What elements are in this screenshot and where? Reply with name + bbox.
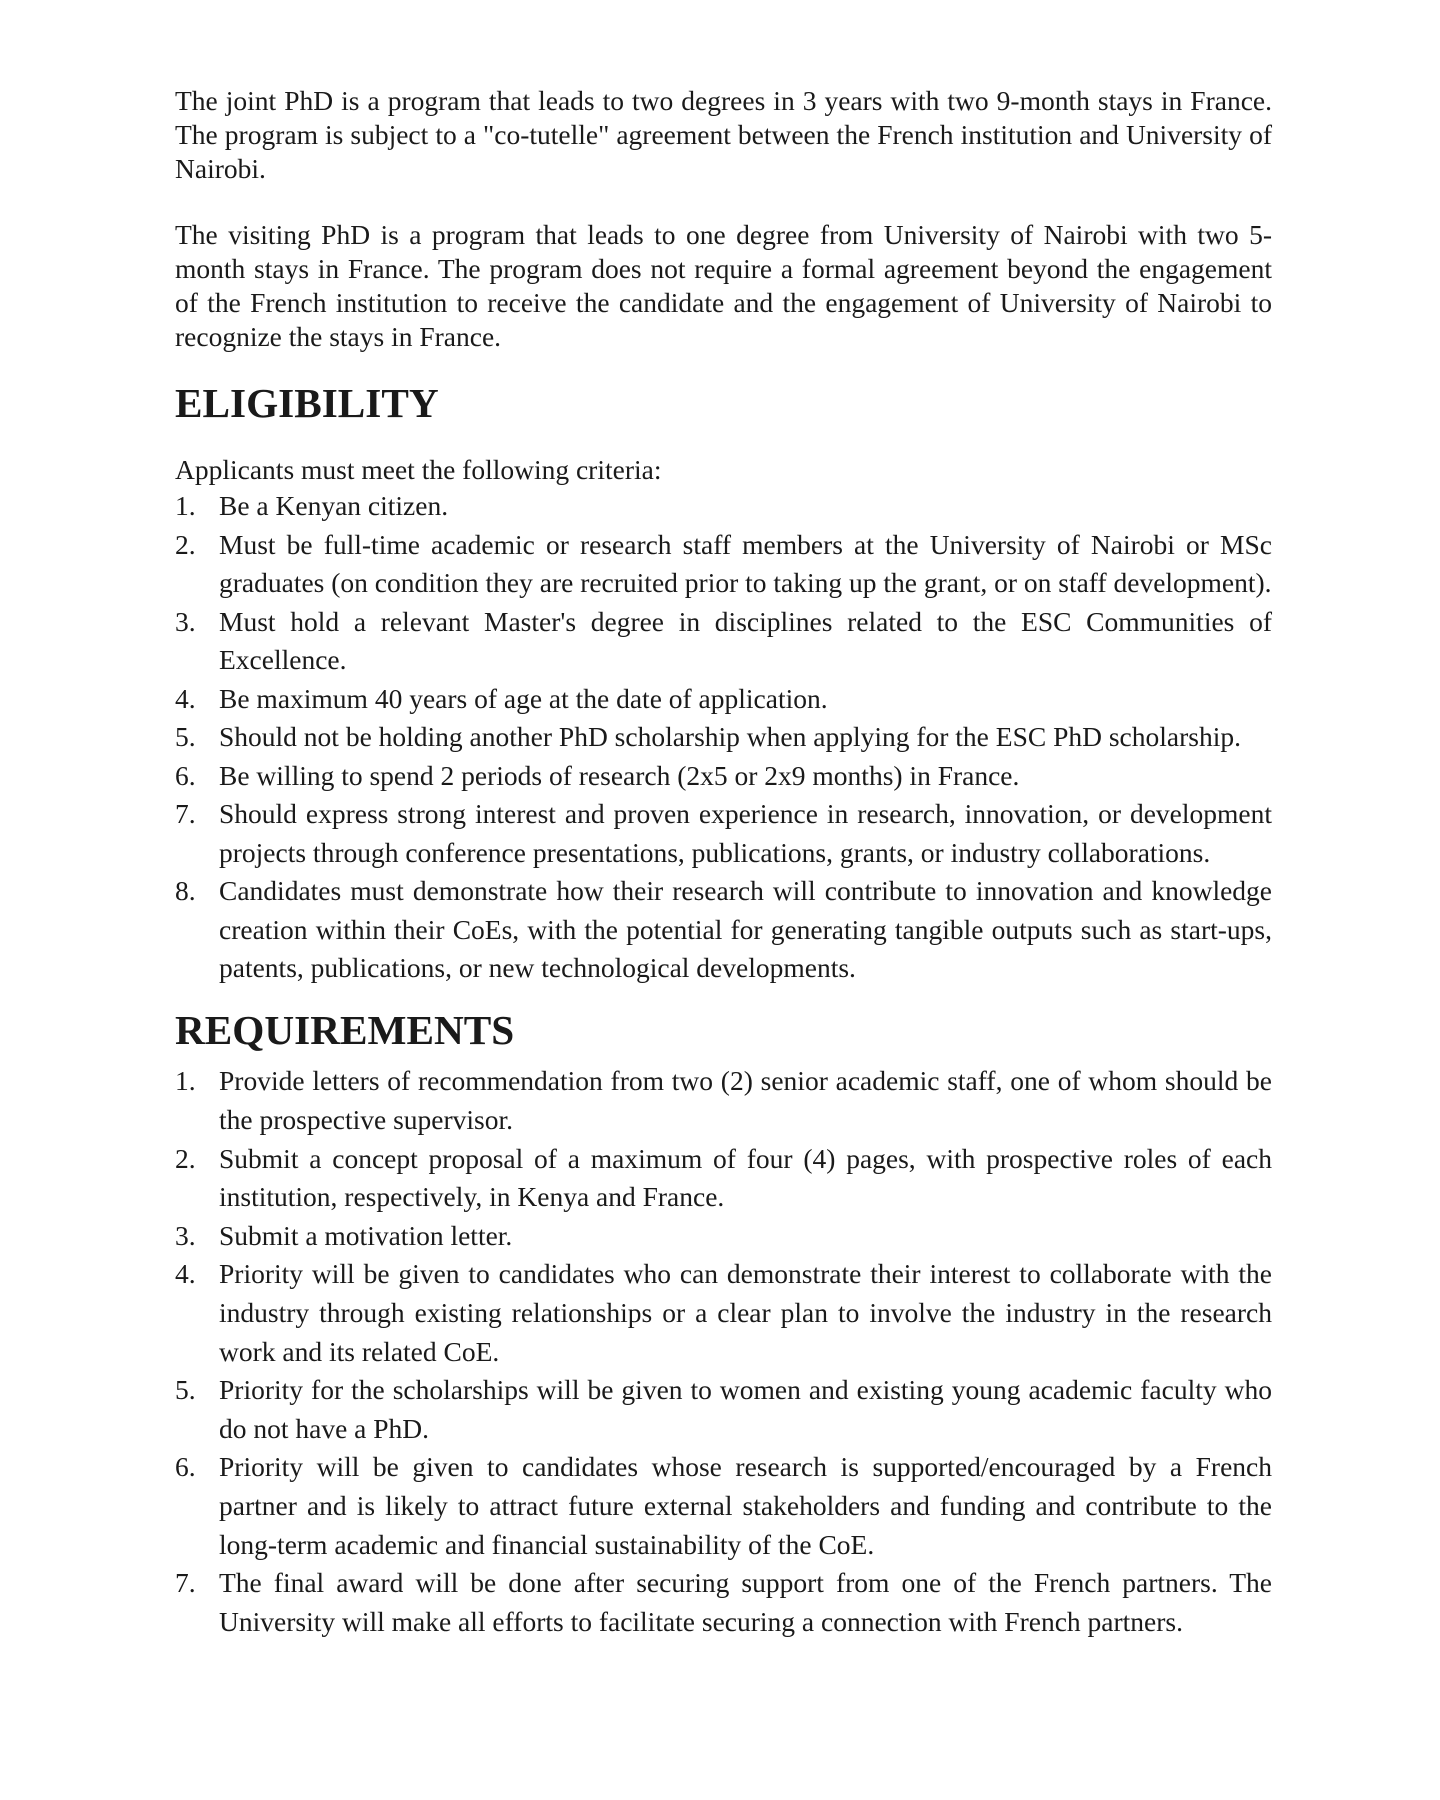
joint-phd-paragraph: The joint PhD is a program that leads to two degrees in 3 years with two 9-month stays in France. The program is subject to a "co-tutelle" agreement between the French institution and University of Nairobi.	[175, 85, 1272, 184]
item-text: Must hold a relevant Master's degree in disciplines related to the ESC Communities of Excellence.	[219, 605, 1272, 676]
item-number: 5.	[175, 1374, 196, 1406]
requirements-list	[175, 1062, 1272, 1641]
item-text: Should not be holding another PhD scholarship when applying for the ESC PhD scholarship.	[219, 721, 1241, 753]
requirement-item	[175, 1062, 1272, 1139]
item-text: Be maximum 40 years of age at the date of application.	[219, 682, 828, 714]
item-number: 6.	[175, 1451, 196, 1483]
item-number: 1.	[175, 1065, 196, 1097]
requirement-item	[175, 1371, 1272, 1448]
item-number: 2.	[175, 528, 196, 560]
item-number: 3.	[175, 1219, 196, 1251]
item-text: Should express strong interest and proven experience in research, innovation, or development projects through conference presentations, publications, grants, or industry collaborations.	[219, 798, 1272, 868]
item-text: Priority will be given to candidates whose research is supported/encouraged by a French partner and is likely to attract future external stakeholders and funding and contribute to the long-term academic and financial sustainability of the CoE.	[219, 1451, 1272, 1560]
eligibility-item	[175, 603, 1272, 680]
item-text: Be willing to spend 2 periods of research (2x5 or 2x9 months) in France.	[219, 759, 1020, 791]
requirement-item	[175, 1140, 1272, 1217]
item-number: 2.	[175, 1142, 196, 1174]
item-number: 3.	[175, 605, 196, 637]
item-number: 4.	[175, 682, 196, 714]
eligibility-item	[175, 526, 1272, 603]
item-text: Be a Kenyan citizen.	[219, 490, 449, 522]
item-text: The final award will be done after securing support from one of the French partners. The University will make all efforts to facilitate securing a connection with French partners.	[219, 1567, 1272, 1637]
item-number: 7.	[175, 1567, 196, 1599]
eligibility-heading: ELIGIBILITY	[175, 379, 439, 426]
requirement-item	[175, 1448, 1272, 1564]
eligibility-intro: Applicants must meet the following criteria:	[175, 454, 662, 486]
requirement-item	[175, 1255, 1272, 1371]
requirements-heading: REQUIREMENTS	[175, 1006, 515, 1053]
item-number: 7.	[175, 798, 196, 830]
eligibility-item	[175, 757, 1272, 796]
item-text: Priority for the scholarships will be given to women and existing young academic faculty who do not have a PhD.	[219, 1374, 1272, 1444]
eligibility-item	[175, 795, 1272, 872]
item-text: Submit a motivation letter.	[219, 1219, 513, 1251]
eligibility-item	[175, 680, 1272, 719]
item-text: Submit a concept proposal of a maximum of four (4) pages, with prospective roles of each institution, respectively, in Kenya and France.	[219, 1142, 1272, 1213]
requirement-item	[175, 1564, 1272, 1641]
requirement-item	[175, 1217, 1272, 1256]
item-text: Must be full-time academic or research staff members at the University of Nairobi or MSc graduates (on condition they are recruited prior to taking up the grant, or on staff development).	[219, 528, 1272, 599]
document-page	[175, 84, 1272, 1641]
item-number: 5.	[175, 721, 196, 753]
eligibility-list	[175, 487, 1272, 988]
eligibility-item	[175, 487, 1272, 526]
item-number: 4.	[175, 1258, 196, 1290]
item-text: Priority will be given to candidates who can demonstrate their interest to collaborate with the industry through existing relationships or a clear plan to involve the industry in the research work and its related CoE.	[219, 1258, 1272, 1367]
item-number: 6.	[175, 759, 196, 791]
eligibility-item	[175, 872, 1272, 988]
item-text: Candidates must demonstrate how their research will contribute to innovation and knowledge creation within their CoEs, with the potential for generating tangible outputs such as start-ups, patents, publications, or new technological developments.	[219, 875, 1272, 984]
item-number: 1.	[175, 490, 196, 522]
item-number: 8.	[175, 875, 196, 907]
visiting-phd-paragraph: The visiting PhD is a program that leads to one degree from University of Nairobi with two 5-month stays in France. The program does not require a formal agreement beyond the engagement of the French institution to receive the candidate and the engagement of University of Nairobi to recognize the stays in France.	[175, 219, 1272, 352]
eligibility-item	[175, 718, 1272, 757]
item-text: Provide letters of recommendation from two (2) senior academic staff, one of whom should be the prospective supervisor.	[219, 1065, 1272, 1136]
